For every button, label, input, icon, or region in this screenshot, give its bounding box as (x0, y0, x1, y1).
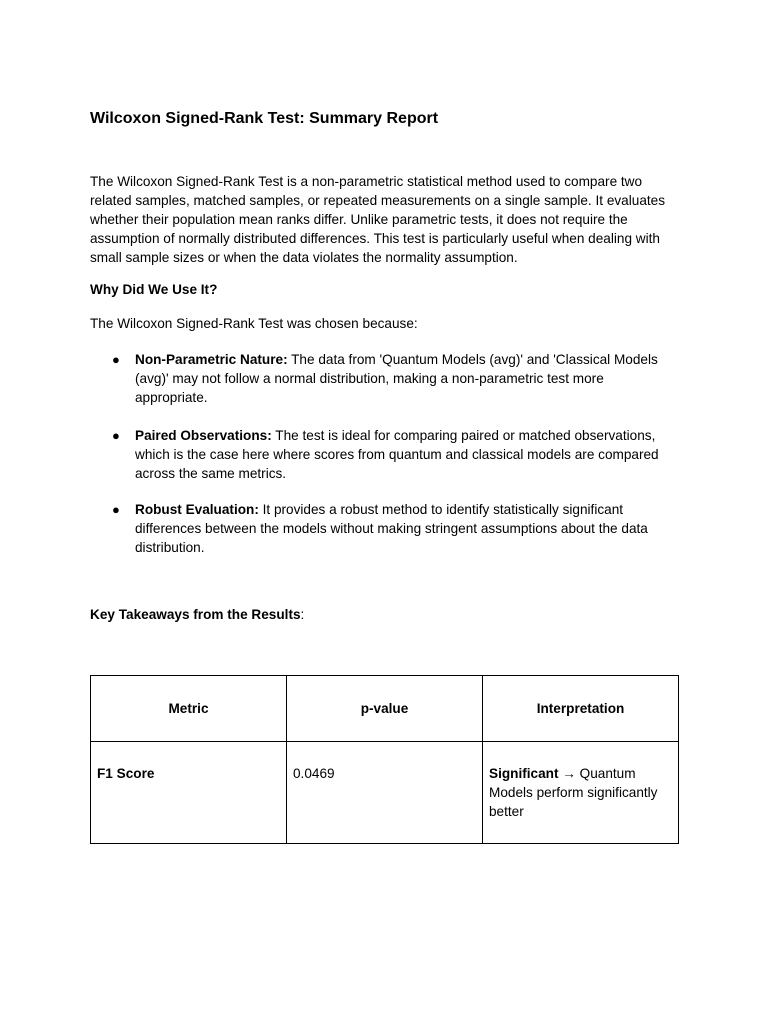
reason-list-item (112, 426, 680, 483)
reason-text: The test is ideal for comparing paired or matched observations, which is the case here where scores from quantum and classical models are compared across the same metrics. (135, 428, 659, 481)
takeaways-heading (90, 607, 304, 622)
table-header-row (91, 676, 679, 742)
reason-text: The data from 'Quantum Models (avg)' and 'Classical Models (avg)' may not follow a normal distribution, making a non-parametric test more appropriate. (135, 352, 658, 405)
column-header-p-value: p-value (287, 676, 483, 742)
table-row (91, 742, 679, 844)
column-header-metric: Metric (91, 676, 287, 742)
why-intro-text: The Wilcoxon Signed-Rank Test was chosen because: (90, 316, 418, 331)
reason-label: Non-Parametric Nature: (135, 352, 288, 367)
metric-cell: F1 Score (91, 742, 287, 844)
reason-text: It provides a robust method to identify statistically significant differences between the models without making stringent assumptions about the data distribution. (135, 502, 648, 555)
intro-paragraph: The Wilcoxon Signed-Rank Test is a non-parametric statistical method used to compare two related samples, matched samples, or repeated measurements on a single sample. It evaluates whether their population mean ranks differ. Unlike parametric tests, it does not require the assumption of normally distributed differences. This test is particularly useful when dealing with small sample sizes or when the data violates the normality assumption. (90, 174, 666, 265)
page-title: Wilcoxon Signed-Rank Test: Summary Report (90, 110, 439, 127)
bullet-icon: ● (112, 502, 120, 517)
interpretation-label: Significant (489, 766, 559, 781)
interpretation-text: → Quantum Models perform significantly better (489, 766, 658, 819)
reason-label: Paired Observations: (135, 428, 272, 443)
results-table (90, 675, 679, 844)
why-heading: Why Did We Use It? (90, 282, 218, 297)
reason-list-item (112, 500, 680, 557)
p-value-cell: 0.0469 (287, 742, 483, 844)
reason-label: Robust Evaluation: (135, 502, 259, 517)
bullet-icon: ● (112, 428, 120, 443)
bullet-icon: ● (112, 352, 120, 367)
takeaways-colon: : (300, 607, 305, 622)
reason-list-item (112, 350, 680, 407)
column-header-interpretation: Interpretation (483, 676, 679, 742)
interpretation-cell (483, 742, 679, 844)
takeaways-label: Key Takeaways from the Results (90, 607, 301, 622)
